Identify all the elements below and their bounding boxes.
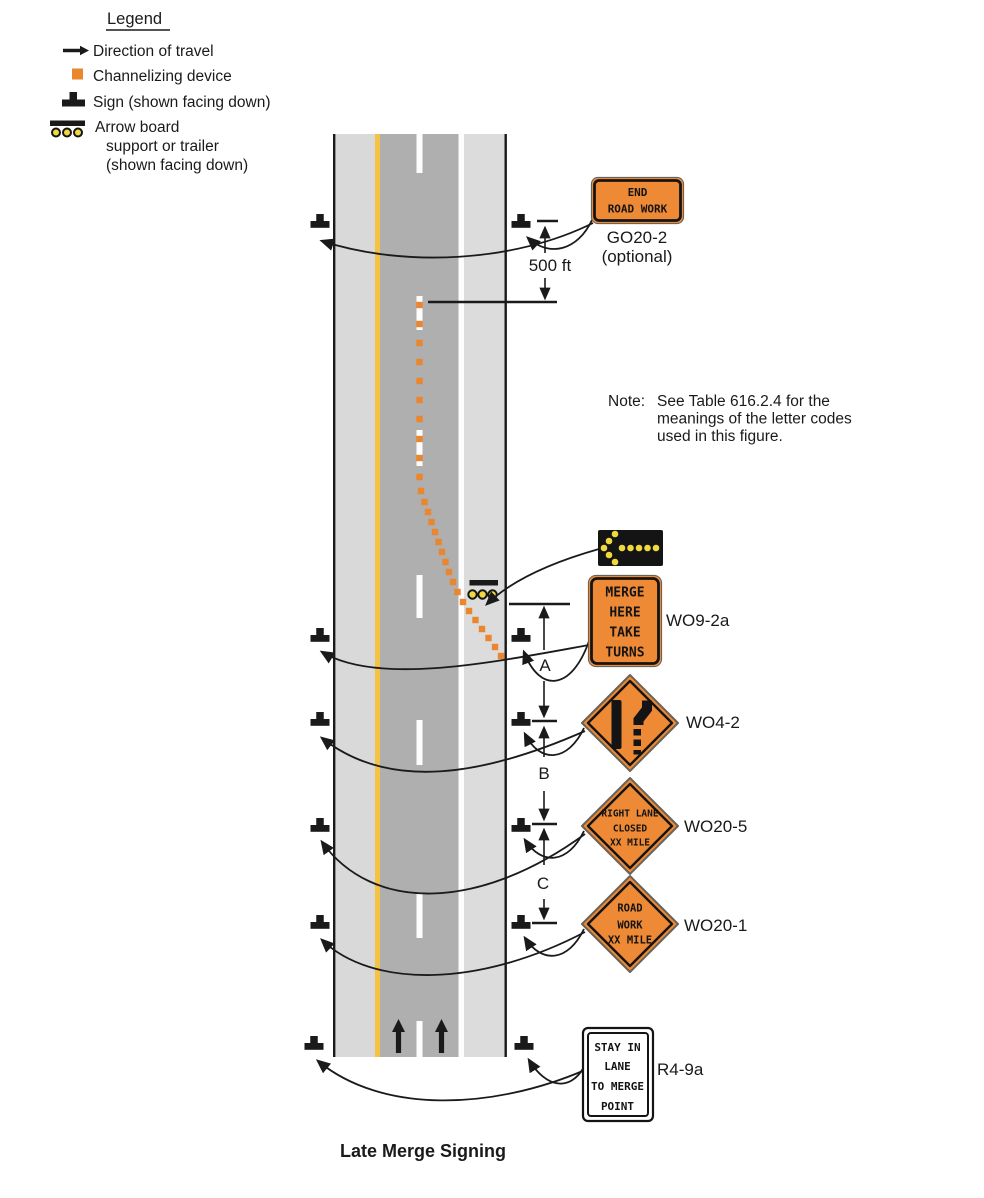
channelizing-device [450,579,456,585]
sign-symbol-tab [517,214,525,222]
sign-symbol-left [311,712,330,726]
sign-symbol-left [311,214,330,228]
sign-symbol-tab [517,818,525,826]
sign-wo20-1 [582,876,678,972]
sign-wo20-5 [582,778,678,874]
sign-symbol-right [512,214,531,228]
channelizing-device [432,529,438,535]
yellow-edge-line [375,134,380,1057]
sign-r4-9a-line3: TO MERGE [591,1080,644,1093]
center-dash [417,134,423,173]
sign-symbol-left [311,628,330,642]
center-dash [417,1021,423,1057]
label-wo20-5: WO20-5 [684,817,748,836]
channelizing-device [466,608,472,614]
sign-wo20-1-line3: XX MILE [607,934,653,947]
channelizing-device [416,378,422,384]
sign-go20-2-line1: END [627,186,648,199]
label-r4-9a: R4-9a [657,1060,704,1079]
legend-item-board-2: support or trailer [106,138,219,155]
sign-symbol-left [311,818,330,832]
note-line-1: See Table 616.2.4 for the [657,393,830,410]
dim-500-label: 500 ft [528,256,572,275]
sign-r4-9a [583,1028,653,1121]
channelizing-device [416,416,422,422]
sign-symbol-bar [512,635,531,642]
sign-symbol-right [512,915,531,929]
channelizing-device [418,488,424,494]
note-line-3: used in this figure. [657,428,783,445]
sign-wo20-5-line1: RIGHT LANE [601,808,659,820]
white-lane-line [459,134,465,1057]
channelizing-device [439,549,445,555]
sign-wo9-2a-line3: TAKE [609,625,641,641]
sign-symbol-icon [62,92,85,107]
channelizing-device [416,321,422,327]
label-go20-2: GO20-2 [606,228,668,247]
sign-wo9-2a [589,576,662,667]
channelizing-device [479,626,485,632]
sign-wo20-1-line2: WORK [617,919,643,932]
legend-item-device: Channelizing device [93,68,232,85]
sign-symbol-right [515,1036,534,1050]
channelizing-device [416,474,422,480]
sign-symbol-bar [512,922,531,929]
sign-symbol-tab [310,1036,318,1044]
sign-symbol-right [512,818,531,832]
figure-caption: Late Merge Signing [339,1141,507,1161]
channelizing-device [416,436,422,442]
legend-item-sign: Sign (shown facing down) [93,94,271,111]
channelizing-device [498,653,504,659]
sign-wo20-5-line2: CLOSED [612,823,648,835]
label-go20-2-optional: (optional) [601,247,673,266]
channelizing-device [472,617,478,623]
label-wo4-2: WO4-2 [686,713,740,732]
channelizing-device [416,397,422,403]
sign-symbol-bar [311,719,330,726]
channelizing-device [416,302,422,308]
sign-symbol-bar [305,1043,324,1050]
sign-wo9-2a-line1: MERGE [605,585,645,601]
channelizing-device [416,359,422,365]
sign-wo9-2a-line4: TURNS [605,645,645,661]
leader-r4-left [318,1061,585,1100]
sign-symbol-tab [316,628,324,636]
sign-symbol-tab [316,818,324,826]
sign-wo4-2 [582,675,678,771]
sign-symbol-tab [316,915,324,923]
channelizing-device [454,589,460,595]
sign-go20-2-line2: ROAD WORK [607,202,668,216]
sign-symbol-tab [520,1036,528,1044]
legend [50,10,271,174]
dim-a-label: A [539,656,551,675]
sign-symbol-left [311,915,330,929]
sign-symbol-tab [316,712,324,720]
channelizing-device-icon [72,69,83,80]
center-dash [417,893,423,938]
center-dash [417,720,423,765]
channelizing-device [416,455,422,461]
channelizing-device [435,539,441,545]
sign-symbol-bar [311,221,330,228]
leader-wo20-1-right [525,929,584,956]
dim-c-label: C [536,874,550,893]
label-wo9-2a: WO9-2a [666,611,730,630]
sign-symbol-bar [311,635,330,642]
channelizing-device [492,644,498,650]
note-line-2: meanings of the letter codes [657,410,852,428]
channelizing-device [446,569,452,575]
sign-symbol-tab [517,712,525,720]
direction-arrow-icon [63,46,89,55]
left-road-edge [333,134,335,1057]
sign-r4-9a-line1: STAY IN [594,1041,641,1054]
channelizing-device [425,509,431,515]
sign-wo9-2a-line2: HERE [609,605,641,621]
dim-b-label: B [538,764,550,783]
sign-wo20-1-line1: ROAD [617,902,643,915]
center-dash [417,575,423,618]
sign-symbol-bar [512,825,531,832]
sign-symbol-bar [311,825,330,832]
legend-item-direction: Direction of travel [93,43,214,60]
sign-symbol-tab [517,915,525,923]
sign-go20-2 [592,178,684,224]
legend-title: Legend [107,10,163,28]
sign-symbol-left [305,1036,324,1050]
sign-r4-9a-line4: POINT [600,1100,635,1113]
left-shoulder [336,134,376,1057]
sign-symbol-bar [512,221,531,228]
leader-r4-right [529,1060,584,1084]
arrow-board-icon [50,121,85,137]
sign-r4-9a-line2: LANE [604,1060,631,1073]
sign-symbol-bar [311,922,330,929]
sign-symbol-bar [515,1043,534,1050]
note-prefix: Note: [608,393,646,410]
channelizing-device [485,635,491,641]
legend-item-board-1: Arrow board [95,119,180,136]
label-wo20-1: WO20-1 [684,916,748,935]
channelizing-device [421,499,427,505]
arrow-board-display [598,530,663,566]
channelizing-device [442,559,448,565]
channelizing-device [416,340,422,346]
right-road-edge [505,134,507,1057]
sign-symbol-bar [512,719,531,726]
channelizing-device [460,599,466,605]
sign-symbol-tab [517,628,525,636]
sign-wo20-5-line3: XX MILE [609,837,651,849]
sign-symbol-tab [316,214,324,222]
note [608,393,852,445]
legend-item-board-3: (shown facing down) [106,157,249,174]
sign-symbol-right [512,712,531,726]
channelizing-device [428,519,434,525]
sign-symbol-right [512,628,531,642]
